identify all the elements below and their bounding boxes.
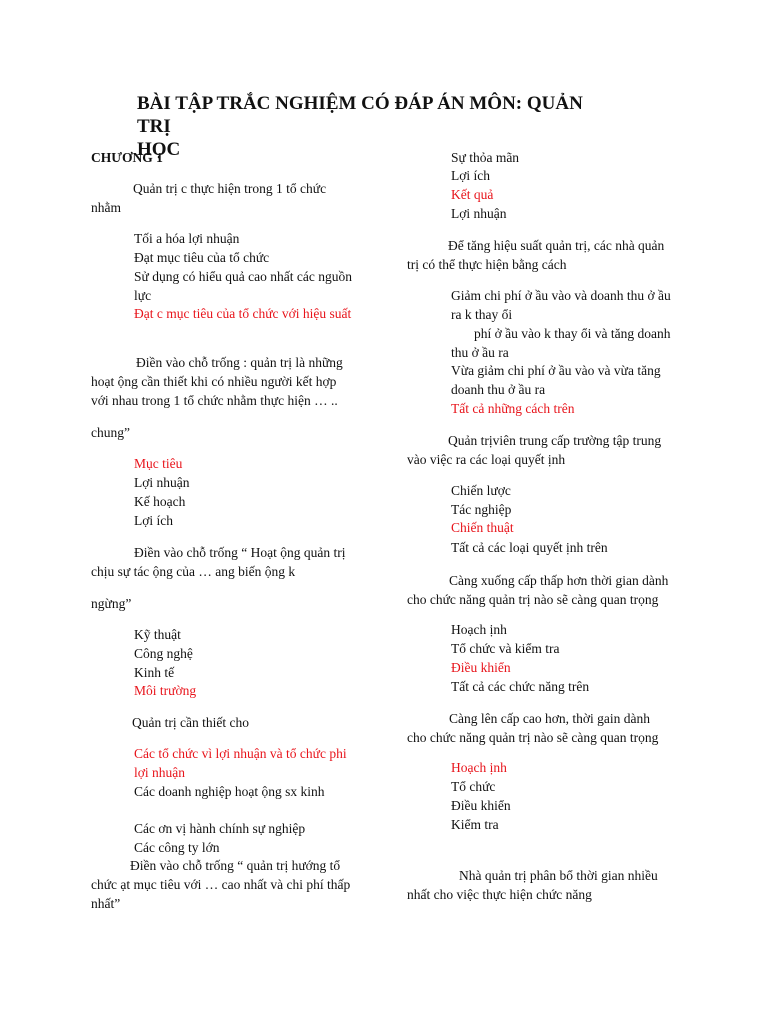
chapter-heading: CHƯƠNG 1 [91,150,163,165]
option-8d: Tất cả các chức năng trên [451,679,590,694]
option-4c: Các ơn vị hành chính sự nghiệp [134,821,306,836]
option-6b-line-2: thu ở ầu ra [451,345,509,360]
option-6a-line-1: Giảm chi phí ở ầu vào và doanh thu ở ầu [451,288,671,303]
option-1c-cont: lực [134,288,152,303]
question-3-line-2: chịu sự tác ộng của … ang biến ộng k [91,564,296,579]
question-8-line-1: Càng xuống cấp thấp hơn thời gian dành [449,573,669,588]
question-10-line-2: nhất cho việc thực hiện chức năng [407,887,592,902]
option-7d: Tất cả các loại quyết ịnh trên [451,540,608,555]
option-3a: Kỹ thuật [134,627,181,642]
answer-4-line-2: lợi nhuận [134,765,186,780]
document-title [137,92,617,161]
option-4b: Các doanh nghiệp hoạt ộng sx kinh [134,784,325,799]
option-2c: Kế hoạch [134,494,186,509]
option-5b: Lợi ích [451,168,491,183]
option-2d: Lợi ích [134,513,174,528]
question-7-line-1: Quản trịviên trung cấp trường tập trung [448,433,662,448]
question-4: Quản trị cần thiết cho [132,715,249,730]
question-2-line-1: Điền vào chỗ trống : quản trị là những [136,355,343,370]
question-1-line-1: Quản trị c thực hiện trong 1 tổ chức [133,181,327,196]
answer-3: Môi trường [134,683,197,698]
answer-6: Tất cả những cách trên [451,401,575,416]
question-5-line-2: chức ạt mục tiêu với … cao nhất và chi phí thấp [91,877,351,892]
question-10-line-1: Nhà quản trị phân bổ thời gian nhiều [459,868,658,883]
option-9c: Điều khiển [451,798,511,813]
option-6c-line-2: doanh thu ở ầu ra [451,382,546,397]
question-7-line-2: vào việc ra các loại quyết ịnh [407,452,566,467]
title-line-1: BÀI TẬP TRẮC NGHIỆM CÓ ĐÁP ÁN MÔN: QUẢN TRỊ [137,93,583,137]
answer-7: Chiến thuật [451,520,514,535]
question-8-line-2: cho chức năng quản trị nào sẽ càng quan trọng [407,592,659,607]
option-5d: Lợi nhuận [451,206,507,221]
question-6-line-1: Để tăng hiệu suất quản trị, các nhà quản [448,238,665,253]
answer-1: Đạt c mục tiêu của tổ chức với hiệu suất [134,306,352,321]
option-3c: Kinh tế [134,665,175,680]
title-line-2: HỌC [137,139,181,160]
question-9-line-1: Càng lên cấp cao hơn, thời gain dành [449,711,650,726]
question-1-line-2: nhằm [91,200,121,215]
option-7a: Chiến lược [451,483,511,498]
question-5-line-3: nhất” [91,896,121,911]
option-4d: Các công ty lớn [134,840,220,855]
answer-5: Kết quả [451,187,494,202]
option-2b: Lợi nhuận [134,475,190,490]
option-9d: Kiểm tra [451,817,499,832]
option-1a: Tối a hóa lợi nhuận [134,231,240,246]
option-3b: Công nghệ [134,646,193,661]
question-2-line-3: với nhau trong 1 tổ chức nhằm thực hiện … .. [91,393,338,408]
question-2-line-4: chung” [91,425,130,440]
option-1b: Đạt mục tiêu của tổ chức [134,250,270,265]
question-3-line-3: ngừng” [91,596,132,611]
question-6-line-2: trị có thể thực hiện bằng cách [407,257,567,272]
option-1c: Sử dụng có hiểu quả cao nhất các nguồn [134,269,353,284]
question-3-line-1: Điền vào chỗ trống “ Hoạt ộng quản trị [134,545,346,560]
answer-9: Hoạch ịnh [451,760,507,775]
option-8b: Tổ chức và kiểm tra [451,641,560,656]
question-2-line-2: hoạt ộng cần thiết khi có nhiều người kết hợp [91,374,337,389]
option-6c-line-1: Vừa giảm chi phí ở ầu vào và vừa tăng [451,363,661,378]
answer-4-line-1: Các tổ chức vì lợi nhuận và tổ chức phi [134,746,347,761]
option-7b: Tác nghiệp [451,502,512,517]
answer-8: Điều khiển [451,660,511,675]
question-5-line-1: Điền vào chỗ trống “ quản trị hướng tổ [130,858,341,873]
answer-2: Mục tiêu [134,456,183,471]
option-5a: Sự thỏa mãn [451,150,520,165]
option-8a: Hoạch ịnh [451,622,507,637]
option-9b: Tổ chức [451,779,496,794]
question-9-line-2: cho chức năng quản trị nào sẽ càng quan trọng [407,730,659,745]
option-6a-line-2: ra k thay ổi [451,307,513,322]
option-6b-line-1: phí ở ầu vào k thay ổi và tăng doanh [474,326,671,341]
